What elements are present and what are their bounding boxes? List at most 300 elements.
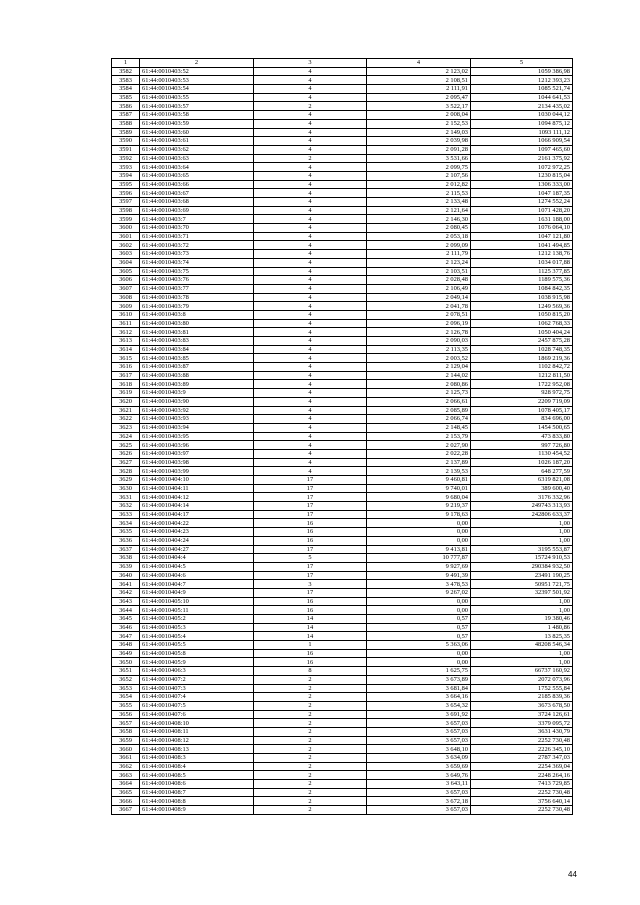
column-header: 2 xyxy=(140,59,254,68)
rate-cell: 3 649,76 xyxy=(367,771,471,780)
table-row xyxy=(112,302,573,311)
row-number-cell: 3625 xyxy=(112,441,140,450)
rate-cell: 2 099,75 xyxy=(367,163,471,172)
category-cell: 2 xyxy=(254,675,367,684)
category-cell: 16 xyxy=(254,519,367,528)
value-cell: 1125 377,85 xyxy=(471,267,573,276)
category-cell: 16 xyxy=(254,597,367,606)
value-cell: 1212 138,76 xyxy=(471,250,573,259)
table-row xyxy=(112,258,573,267)
rate-cell: 9 927,69 xyxy=(367,562,471,571)
category-cell: 2 xyxy=(254,736,367,745)
rate-cell: 0,00 xyxy=(367,536,471,545)
cadastral-number-cell: 61:44:0010403:79 xyxy=(140,302,254,311)
table-row xyxy=(112,267,573,276)
row-number-cell: 3585 xyxy=(112,93,140,102)
value-cell: 1076 064,10 xyxy=(471,224,573,233)
row-number-cell: 3594 xyxy=(112,171,140,180)
rate-cell: 2 099,09 xyxy=(367,241,471,250)
cadastral-number-cell: 61:44:0010403:60 xyxy=(140,128,254,137)
row-number-cell: 3619 xyxy=(112,389,140,398)
row-number-cell: 3583 xyxy=(112,76,140,85)
category-cell: 4 xyxy=(254,119,367,128)
row-number-cell: 3597 xyxy=(112,198,140,207)
cadastral-number-cell: 61:44:0010408:4 xyxy=(140,762,254,771)
category-cell: 4 xyxy=(254,85,367,94)
table-row xyxy=(112,797,573,806)
row-number-cell: 3642 xyxy=(112,588,140,597)
cadastral-number-cell: 61:44:0010405:9 xyxy=(140,658,254,667)
row-number-cell: 3649 xyxy=(112,649,140,658)
row-number-cell: 3602 xyxy=(112,241,140,250)
rate-cell: 2 096,19 xyxy=(367,319,471,328)
cadastral-number-cell: 61:44:0010403:61 xyxy=(140,137,254,146)
cadastral-number-cell: 61:44:0010403:96 xyxy=(140,441,254,450)
category-cell: 16 xyxy=(254,536,367,545)
row-number-cell: 3615 xyxy=(112,354,140,363)
cadastral-number-cell: 61:44:0010405:11 xyxy=(140,606,254,615)
category-cell: 2 xyxy=(254,806,367,815)
cadastral-number-cell: 61:44:0010404:17 xyxy=(140,510,254,519)
value-cell: 834 696,00 xyxy=(471,415,573,424)
value-cell: 1078 405,17 xyxy=(471,406,573,415)
category-cell: 2 xyxy=(254,762,367,771)
cadastral-number-cell: 61:44:0010405:5 xyxy=(140,641,254,650)
category-cell: 4 xyxy=(254,93,367,102)
value-cell: 1212 811,50 xyxy=(471,371,573,380)
category-cell: 4 xyxy=(254,354,367,363)
row-number-cell: 3650 xyxy=(112,658,140,667)
rate-cell: 9 680,04 xyxy=(367,493,471,502)
category-cell: 2 xyxy=(254,684,367,693)
value-cell: 1212 393,23 xyxy=(471,76,573,85)
cadastral-number-cell: 61:44:0010408:11 xyxy=(140,727,254,736)
rate-cell: 3 643,11 xyxy=(367,780,471,789)
cadastral-number-cell: 61:44:0010404:24 xyxy=(140,536,254,545)
category-cell: 17 xyxy=(254,588,367,597)
row-number-cell: 3629 xyxy=(112,476,140,485)
category-cell: 4 xyxy=(254,310,367,319)
value-cell: 1030 044,12 xyxy=(471,111,573,120)
category-cell: 2 xyxy=(254,771,367,780)
category-cell: 2 xyxy=(254,797,367,806)
value-cell: 1,00 xyxy=(471,658,573,667)
row-number-cell: 3634 xyxy=(112,519,140,528)
cadastral-number-cell: 61:44:0010403:62 xyxy=(140,145,254,154)
table-row xyxy=(112,649,573,658)
value-cell: 3379 095,72 xyxy=(471,719,573,728)
row-number-cell: 3647 xyxy=(112,632,140,641)
rate-cell: 2 066,74 xyxy=(367,415,471,424)
cadastral-number-cell: 61:44:0010403:88 xyxy=(140,371,254,380)
rate-cell: 0,00 xyxy=(367,519,471,528)
table-row xyxy=(112,215,573,224)
category-cell: 4 xyxy=(254,389,367,398)
category-cell: 17 xyxy=(254,562,367,571)
table-row xyxy=(112,519,573,528)
category-cell: 4 xyxy=(254,319,367,328)
value-cell: 2252 730,48 xyxy=(471,736,573,745)
value-cell: 2161 375,92 xyxy=(471,154,573,163)
cadastral-number-cell: 61:44:0010408:5 xyxy=(140,771,254,780)
table-row xyxy=(112,328,573,337)
rate-cell: 2 111,79 xyxy=(367,250,471,259)
category-cell: 4 xyxy=(254,111,367,120)
row-number-cell: 3653 xyxy=(112,684,140,693)
table-row xyxy=(112,128,573,137)
table-row xyxy=(112,597,573,606)
row-number-cell: 3659 xyxy=(112,736,140,745)
cadastral-number-cell: 61:44:0010403:95 xyxy=(140,432,254,441)
value-cell: 1,00 xyxy=(471,649,573,658)
value-cell: 1,00 xyxy=(471,606,573,615)
cadastral-number-cell: 61:44:0010408:6 xyxy=(140,780,254,789)
category-cell: 4 xyxy=(254,467,367,476)
table-row xyxy=(112,545,573,554)
table-row xyxy=(112,745,573,754)
value-cell: 50951 721,75 xyxy=(471,580,573,589)
row-number-cell: 3661 xyxy=(112,754,140,763)
table-row xyxy=(112,363,573,372)
table-row xyxy=(112,449,573,458)
cadastral-number-cell: 61:44:0010403:74 xyxy=(140,258,254,267)
table-row xyxy=(112,345,573,354)
rate-cell: 3 659,69 xyxy=(367,762,471,771)
rate-cell: 3 531,66 xyxy=(367,154,471,163)
category-cell: 14 xyxy=(254,623,367,632)
rate-cell: 0,00 xyxy=(367,597,471,606)
category-cell: 4 xyxy=(254,232,367,241)
value-cell: 997 726,80 xyxy=(471,441,573,450)
table-row xyxy=(112,198,573,207)
value-cell: 32397 501,92 xyxy=(471,588,573,597)
category-cell: 16 xyxy=(254,649,367,658)
category-cell: 2 xyxy=(254,102,367,111)
value-cell: 1084 842,35 xyxy=(471,284,573,293)
row-number-cell: 3644 xyxy=(112,606,140,615)
cadastral-number-cell: 61:44:0010404:4 xyxy=(140,554,254,563)
value-cell: 1130 454,52 xyxy=(471,449,573,458)
cadastral-number-cell: 61:44:0010403:59 xyxy=(140,119,254,128)
row-number-cell: 3654 xyxy=(112,693,140,702)
cadastral-number-cell: 61:44:0010403:67 xyxy=(140,189,254,198)
value-cell: 1 480,86 xyxy=(471,623,573,632)
cadastral-number-cell: 61:44:0010403:68 xyxy=(140,198,254,207)
table-row xyxy=(112,562,573,571)
row-number-cell: 3638 xyxy=(112,554,140,563)
category-cell: 4 xyxy=(254,397,367,406)
row-number-cell: 3607 xyxy=(112,284,140,293)
rate-cell: 2 095,47 xyxy=(367,93,471,102)
cadastral-number-cell: 61:44:0010404:5 xyxy=(140,562,254,571)
cadastral-number-cell: 61:44:0010403:75 xyxy=(140,267,254,276)
category-cell: 14 xyxy=(254,615,367,624)
row-number-cell: 3595 xyxy=(112,180,140,189)
value-cell: 3631 430,79 xyxy=(471,727,573,736)
value-cell: 1044 641,53 xyxy=(471,93,573,102)
row-number-cell: 3652 xyxy=(112,675,140,684)
table-row xyxy=(112,615,573,624)
rate-cell: 3 657,03 xyxy=(367,727,471,736)
cadastral-number-cell: 61:44:0010403:70 xyxy=(140,224,254,233)
cadastral-number-cell: 61:44:0010403:55 xyxy=(140,93,254,102)
value-cell: 2226 345,10 xyxy=(471,745,573,754)
rate-cell: 10 777,87 xyxy=(367,554,471,563)
value-cell: 648 277,59 xyxy=(471,467,573,476)
value-cell: 3756 640,14 xyxy=(471,797,573,806)
rate-cell: 2 080,86 xyxy=(367,380,471,389)
cadastral-number-cell: 61:44:0010403:97 xyxy=(140,449,254,458)
cadastral-number-cell: 61:44:0010408:7 xyxy=(140,788,254,797)
table-row xyxy=(112,241,573,250)
row-number-cell: 3641 xyxy=(112,580,140,589)
rate-cell: 3 657,03 xyxy=(367,719,471,728)
row-number-cell: 3631 xyxy=(112,493,140,502)
row-number-cell: 3656 xyxy=(112,710,140,719)
rate-cell: 3 654,32 xyxy=(367,701,471,710)
table-row xyxy=(112,606,573,615)
table-row xyxy=(112,293,573,302)
cadastral-number-cell: 61:44:0010405:10 xyxy=(140,597,254,606)
row-number-cell: 3598 xyxy=(112,206,140,215)
cadastral-number-cell: 61:44:0010403:76 xyxy=(140,276,254,285)
value-cell: 3673 678,50 xyxy=(471,701,573,710)
cadastral-number-cell: 61:44:0010403:78 xyxy=(140,293,254,302)
value-cell: 1274 552,24 xyxy=(471,198,573,207)
rate-cell: 2 103,51 xyxy=(367,267,471,276)
row-number-cell: 3655 xyxy=(112,701,140,710)
value-cell: 1062 768,33 xyxy=(471,319,573,328)
column-header: 1 xyxy=(112,59,140,68)
rate-cell: 2 148,45 xyxy=(367,423,471,432)
cadastral-number-cell: 61:44:0010403:90 xyxy=(140,397,254,406)
rate-cell: 2 041,78 xyxy=(367,302,471,311)
value-cell: 1072 972,25 xyxy=(471,163,573,172)
row-number-cell: 3630 xyxy=(112,484,140,493)
category-cell: 4 xyxy=(254,215,367,224)
row-number-cell: 3621 xyxy=(112,406,140,415)
rate-cell: 2 008,04 xyxy=(367,111,471,120)
table-row xyxy=(112,319,573,328)
row-number-cell: 3626 xyxy=(112,449,140,458)
value-cell: 1869 219,36 xyxy=(471,354,573,363)
rate-cell: 2 139,53 xyxy=(367,467,471,476)
category-cell: 4 xyxy=(254,76,367,85)
table-row xyxy=(112,493,573,502)
rate-cell: 2 090,03 xyxy=(367,337,471,346)
cadastral-number-cell: 61:44:0010403:57 xyxy=(140,102,254,111)
rate-cell: 2 108,51 xyxy=(367,76,471,85)
cadastral-number-cell: 61:44:0010403:71 xyxy=(140,232,254,241)
rate-cell: 0,00 xyxy=(367,606,471,615)
cadastral-number-cell: 61:44:0010407:6 xyxy=(140,710,254,719)
cadastral-number-cell: 61:44:0010404:10 xyxy=(140,476,254,485)
value-cell: 1071 428,20 xyxy=(471,206,573,215)
category-cell: 17 xyxy=(254,545,367,554)
value-cell: 389 600,40 xyxy=(471,484,573,493)
rate-cell: 9 413,81 xyxy=(367,545,471,554)
value-cell: 1028 748,35 xyxy=(471,345,573,354)
row-number-cell: 3592 xyxy=(112,154,140,163)
table-row xyxy=(112,206,573,215)
rate-cell: 3 672,18 xyxy=(367,797,471,806)
rate-cell: 3 657,03 xyxy=(367,736,471,745)
cadastral-number-cell: 61:44:0010407:2 xyxy=(140,675,254,684)
category-cell: 2 xyxy=(254,754,367,763)
cadastral-number-cell: 61:44:0010407:4 xyxy=(140,693,254,702)
table-row xyxy=(112,710,573,719)
row-number-cell: 3588 xyxy=(112,119,140,128)
table-row xyxy=(112,788,573,797)
cadastral-number-cell: 61:44:0010403:66 xyxy=(140,180,254,189)
rate-cell: 2 149,03 xyxy=(367,128,471,137)
row-number-cell: 3633 xyxy=(112,510,140,519)
value-cell: 1038 915,98 xyxy=(471,293,573,302)
rate-cell: 2 123,02 xyxy=(367,67,471,76)
rate-cell: 0,00 xyxy=(367,658,471,667)
category-cell: 2 xyxy=(254,727,367,736)
cadastral-number-cell: 61:44:0010403:80 xyxy=(140,319,254,328)
rate-cell: 0,57 xyxy=(367,615,471,624)
table-row xyxy=(112,684,573,693)
value-cell: 3724 126,61 xyxy=(471,710,573,719)
row-number-cell: 3613 xyxy=(112,337,140,346)
rate-cell: 3 691,92 xyxy=(367,710,471,719)
category-cell: 5 xyxy=(254,554,367,563)
cadastral-number-cell: 61:44:0010408:9 xyxy=(140,806,254,815)
table-row xyxy=(112,337,573,346)
rate-cell: 9 178,63 xyxy=(367,510,471,519)
row-number-cell: 3646 xyxy=(112,623,140,632)
row-number-cell: 3604 xyxy=(112,258,140,267)
row-number-cell: 3599 xyxy=(112,215,140,224)
table-row xyxy=(112,754,573,763)
rate-cell: 3 522,17 xyxy=(367,102,471,111)
table-row xyxy=(112,85,573,94)
cadastral-number-cell: 61:44:0010403:9 xyxy=(140,389,254,398)
row-number-cell: 3667 xyxy=(112,806,140,815)
category-cell: 4 xyxy=(254,293,367,302)
rate-cell: 2 115,53 xyxy=(367,189,471,198)
rate-cell: 2 091,28 xyxy=(367,145,471,154)
value-cell: 290384 932,50 xyxy=(471,562,573,571)
category-cell: 17 xyxy=(254,476,367,485)
value-cell: 1050 404,24 xyxy=(471,328,573,337)
value-cell: 15724 910,53 xyxy=(471,554,573,563)
rate-cell: 2 039,98 xyxy=(367,137,471,146)
row-number-cell: 3639 xyxy=(112,562,140,571)
table-row xyxy=(112,380,573,389)
rate-cell: 9 267,02 xyxy=(367,588,471,597)
category-cell: 17 xyxy=(254,571,367,580)
row-number-cell: 3590 xyxy=(112,137,140,146)
rate-cell: 2 085,89 xyxy=(367,406,471,415)
category-cell: 16 xyxy=(254,658,367,667)
rate-cell: 2 080,45 xyxy=(367,224,471,233)
row-number-cell: 3637 xyxy=(112,545,140,554)
cadastral-number-cell: 61:44:0010403:72 xyxy=(140,241,254,250)
table-header-row xyxy=(112,59,573,68)
rate-cell: 2 125,73 xyxy=(367,389,471,398)
rate-cell: 3 673,89 xyxy=(367,675,471,684)
row-number-cell: 3662 xyxy=(112,762,140,771)
cadastral-number-cell: 61:44:0010403:94 xyxy=(140,423,254,432)
category-cell: 4 xyxy=(254,371,367,380)
cadastral-number-cell: 61:44:0010403:85 xyxy=(140,354,254,363)
rate-cell: 3 657,03 xyxy=(367,788,471,797)
row-number-cell: 3660 xyxy=(112,745,140,754)
category-cell: 2 xyxy=(254,780,367,789)
row-number-cell: 3651 xyxy=(112,667,140,676)
table-row xyxy=(112,580,573,589)
category-cell: 2 xyxy=(254,701,367,710)
value-cell: 19 380,46 xyxy=(471,615,573,624)
column-header: 4 xyxy=(367,59,471,68)
row-number-cell: 3632 xyxy=(112,502,140,511)
category-cell: 4 xyxy=(254,206,367,215)
value-cell: 7413 729,85 xyxy=(471,780,573,789)
cadastral-number-cell: 61:44:0010403:7 xyxy=(140,215,254,224)
category-cell: 17 xyxy=(254,484,367,493)
value-cell: 48208 546,34 xyxy=(471,641,573,650)
table-row xyxy=(112,432,573,441)
table-row xyxy=(112,528,573,537)
rate-cell: 2 129,04 xyxy=(367,363,471,372)
table-row xyxy=(112,371,573,380)
category-cell: 2 xyxy=(254,719,367,728)
value-cell: 2457 875,28 xyxy=(471,337,573,346)
category-cell: 4 xyxy=(254,284,367,293)
cadastral-number-cell: 61:44:0010404:27 xyxy=(140,545,254,554)
rate-cell: 2 066,61 xyxy=(367,397,471,406)
rate-cell: 9 460,81 xyxy=(367,476,471,485)
table-row xyxy=(112,276,573,285)
value-cell: 1230 815,04 xyxy=(471,171,573,180)
category-cell: 16 xyxy=(254,528,367,537)
rate-cell: 1 625,75 xyxy=(367,667,471,676)
row-number-cell: 3593 xyxy=(112,163,140,172)
row-number-cell: 3582 xyxy=(112,67,140,76)
value-cell: 13 825,35 xyxy=(471,632,573,641)
value-cell: 1097 465,60 xyxy=(471,145,573,154)
table-row xyxy=(112,224,573,233)
table-row xyxy=(112,310,573,319)
rate-cell: 2 049,14 xyxy=(367,293,471,302)
value-cell: 3176 332,96 xyxy=(471,493,573,502)
table-row xyxy=(112,632,573,641)
category-cell: 17 xyxy=(254,502,367,511)
cadastral-number-cell: 61:44:0010404:12 xyxy=(140,493,254,502)
rate-cell: 9 219,37 xyxy=(367,502,471,511)
table-row xyxy=(112,502,573,511)
table-row xyxy=(112,354,573,363)
cadastral-number-cell: 61:44:0010407:5 xyxy=(140,701,254,710)
row-number-cell: 3612 xyxy=(112,328,140,337)
table-row xyxy=(112,623,573,632)
category-cell: 17 xyxy=(254,493,367,502)
rate-cell: 3 478,53 xyxy=(367,580,471,589)
cadastral-number-cell: 61:44:0010403:99 xyxy=(140,467,254,476)
category-cell: 17 xyxy=(254,510,367,519)
value-cell: 2185 839,36 xyxy=(471,693,573,702)
rate-cell: 2 146,30 xyxy=(367,215,471,224)
table-row xyxy=(112,641,573,650)
row-number-cell: 3622 xyxy=(112,415,140,424)
value-cell: 1722 952,08 xyxy=(471,380,573,389)
cadastral-number-cell: 61:44:0010404:22 xyxy=(140,519,254,528)
category-cell: 4 xyxy=(254,328,367,337)
value-cell: 3195 553,87 xyxy=(471,545,573,554)
